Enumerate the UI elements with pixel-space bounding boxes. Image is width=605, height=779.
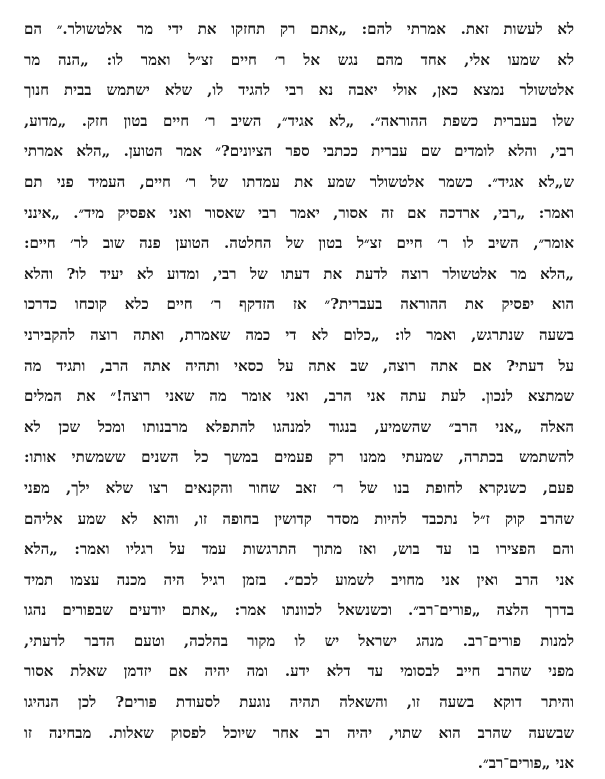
text-line: להשתמש בכתרה, שמעתי ממנו רק פעמים במשך כל השנים ששמשתי אותו: <box>24 448 574 467</box>
text-line: והם הפצירו בו עד בוש, ואז מתוך התרגשות עמד על רגליו ואמר: „הלא <box>24 540 574 559</box>
text-line: בדרך הלצה „פורים־רב״. וכשנשאל לכוונתו אמר: „אתם יודעים שבפורים נהגו <box>24 601 574 620</box>
text-line: לא לעשות זאת. אמרתי להם: „אתם רק תחזקו את ידי מר אלטשולר.״ הם <box>24 20 574 38</box>
text-line: שמתצא לנכון. לעת עתה אני הרב, ואני אומר מה שאני רוצה!״ את המלים <box>24 387 574 406</box>
text-line: אלטשולר נמצא כאן, אולי יאבה נא רבי להגיד לו, שלא ישתמש בבית חנוך <box>24 81 574 100</box>
text-line: והיתר דוקא בשעה זו, והשאלה תהיה נוגעת לסעודת פורים? לכן הנהיגו <box>24 693 574 712</box>
text-line: ש„לא אגיד״. כשמר אלטשולר שמע את עמדתו של ר׳ חיים, העמיד פני תם <box>24 172 574 191</box>
text-line: אני „פורים־רב״. <box>477 754 574 773</box>
text-line: למנות פורים־רב. מנהג ישראל יש לו מקור בהלכה, וטעם הדבר לדעתי, <box>24 631 574 650</box>
text-line: אני הרב ואין אני מחויב לשמוע לכם״. בזמן רגיל היה מכנה עצמו תמיד <box>24 570 574 589</box>
text-line: מפני שהרב חייב לבסומי עד דלא ידע. ומה יהיה אם יזדמן שאלת אסור <box>24 662 574 681</box>
text-line: אומר״, השיב לו ר׳ חיים זצ״ל בטון של החלטה. הטוען פנה שוב לר׳ חיים: <box>24 234 574 253</box>
text-line: שהרב קוק ז״ל נתכבד להיות מסדר קדושין בחופה זו, והוא לא שמע אליהם <box>24 509 574 528</box>
text-line: הוא יפסיק את ההוראה בעברית?״ אז הזדקף ר׳ חיים כלא קוכחו כדרכו <box>24 295 574 314</box>
text-line: „הלא מר אלטשולר רוצה לדעת את דעתו של רבי, ומדוע לא יעיד לו? והלא <box>24 264 574 283</box>
text-line: האלה „אני הרב״ שהשמיע, בנגוד למנהגו להתפלא מרבנותו ומכל שכן לא <box>24 417 574 436</box>
text-line: לא שמעו אלי, אחד מהם נגש אל ר׳ חיים זצ״ל ואמר לו: „הנה מר <box>24 50 574 69</box>
text-line: רבי, והלא לומדים שם עברית ככתבי ספר הציונים?״ אמר הטוען. „הלא אמרתי <box>24 142 574 161</box>
text-line: שבשעה שהרב הוא שתוי, יהיה רב אחר שיוכל לפסוק שאלות. מבחינה זו <box>24 723 574 742</box>
text-line: ואמר: „רבי, ארדכה אם זה אסור, יאמר רבי שאסור ואני אפסיק מיד״. „אינני <box>24 203 574 222</box>
text-line: פעם, כשנקרא לחופת בנו של ר׳ זאב שחור והקנאים רצו שלא ילך, מפני <box>24 478 574 497</box>
hebrew-text-block <box>24 14 574 779</box>
text-line: שלו בעברית כשפת ההוראה״. „לא אגיד״, השיב ר׳ חיים בטון חזק. „מדוע, <box>24 111 574 130</box>
text-line: על דעתי? אם אתה רוצה, שב אתה על כסאי ותהיה אתה הרב, ותגיד מה <box>24 356 574 375</box>
text-line: בשעה שנתרגש, ואמר לו: „כלום לא די כמה שאמרת, ואתה רוצה להקבירני <box>24 325 574 344</box>
